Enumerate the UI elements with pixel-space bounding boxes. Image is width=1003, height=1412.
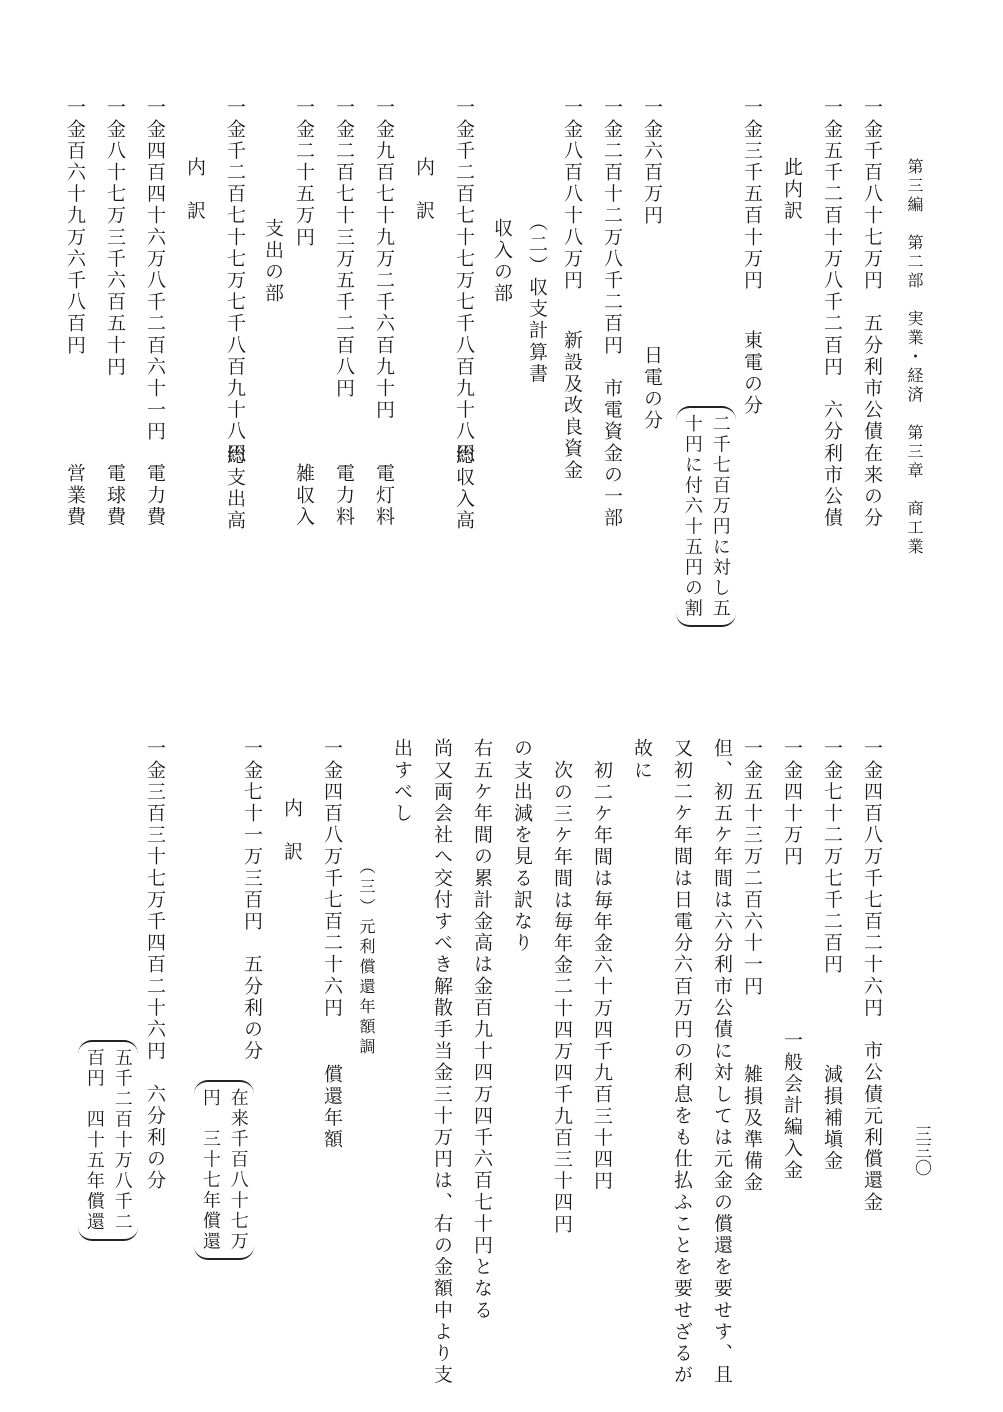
text-line: 但、初五ケ年間は六分利市公債に対しては元金の償還を要せす、且 [711, 738, 733, 1386]
text-line: 一金八百八十八万円 [561, 97, 583, 292]
text-line: 内 訳 [184, 157, 206, 222]
sub-heading: 収入の部 [491, 218, 513, 305]
text-line: 一金七十一万三百円 五分利の分 [241, 738, 263, 1062]
text-line: 一金三百三十七万千四百二十六円 六分利の分 [144, 738, 166, 1192]
text-line: 右五ケ年間の累計金高は金百九十四万四千六百七十円となる [471, 738, 493, 1322]
text-line: 一金五千二百十万八千二百円 六分利市公債 [821, 97, 843, 529]
paren-line: 円 三十七年償還 [199, 1088, 221, 1252]
text-line: 一金百六十九万六千八百円 [64, 97, 86, 357]
text-line: 総収入高 [453, 445, 475, 532]
text-line: 電球費 [104, 463, 126, 528]
text-line: 内 訳 [281, 798, 303, 863]
text-line: 一金九百七十九万二千六百九十円 [373, 97, 395, 421]
text-line: 電灯料 [373, 463, 395, 528]
text-line: 日電の分 [641, 345, 663, 432]
text-line: 東電の分 [741, 330, 763, 417]
text-line: 営業費 [64, 463, 86, 528]
text-line: 故に [631, 738, 653, 782]
text-line: 一金七十二万七千二百円 [821, 738, 843, 976]
text-line: 電力料 [333, 463, 355, 528]
paren-line: 在来千百八十七万 [227, 1088, 249, 1252]
paren-line: 二千七百万円に対し五 [709, 414, 731, 619]
text-line: 新設及改良資金 [561, 330, 583, 482]
text-line: 一金五十三万二百六十一円 [741, 738, 763, 998]
text-line: 一般会計編入金 [781, 1030, 803, 1182]
text-line: 初二ケ年間は毎年金六十万四千九百三十四円 [591, 760, 613, 1192]
text-line: 又初二ケ年間は日電分六百万円の利息をも仕払ふことを要せざるが [671, 738, 693, 1386]
paren-line: 百円 四十五年償還 [83, 1048, 105, 1233]
sub-heading: 支出の部 [262, 218, 284, 305]
text-line: 内 訳 [413, 157, 435, 222]
text-line: 一金四百四十六万八千二百六十一円 [144, 97, 166, 443]
text-line: 総支出高 [224, 445, 246, 532]
section-heading: （二）収支計算書 [526, 212, 548, 385]
text-line: 一金八十七万三千六百五十円 [104, 97, 126, 378]
text-line: 一金四百八万千七百二十六円 市公債元利償還金 [861, 738, 883, 1214]
text-line: 一金二百七十三万五千二百八円 [333, 97, 355, 400]
text-line: 次の三ケ年間は毎年金二十四万四千九百三十四円 [551, 760, 573, 1236]
running-header: 第三編 第二部 実業・経済 第三章 商工業 [905, 158, 924, 557]
text-line: 此内訳 [781, 157, 803, 222]
text-line: 償還年額 [321, 1064, 343, 1151]
text-line: 出すべし [391, 738, 413, 825]
text-line: 電力費 [144, 463, 166, 528]
page-number: 三三〇 [911, 1125, 931, 1176]
text-line: 減損補塡金 [821, 1064, 843, 1172]
paren-line: 十円に付六十五円の割 [681, 414, 703, 619]
parenthetical-note [78, 1040, 138, 1241]
text-line: 一金六百万円 [641, 97, 663, 227]
parenthetical-note [676, 406, 736, 627]
section-heading: （三）元利償還年額調 [357, 858, 376, 1058]
text-line: 雑収入 [293, 463, 315, 528]
text-line: の支出減を見る訳なり [511, 738, 533, 954]
text-line: 一金三千五百十万円 [741, 97, 763, 292]
text-line: 一金千百八十七万円 五分利市公債在来の分 [861, 97, 883, 529]
text-line: 一金千二百七十七万七千八百九十八円 [224, 97, 246, 465]
text-line: 一金二十五万円 [293, 97, 315, 249]
text-line: 一金二百十二万八千二百円 市電資金の一部 [601, 97, 623, 529]
text-line: 雑損及準備金 [741, 1064, 763, 1194]
text-line: 一金四十万円 [781, 738, 803, 868]
text-line: 一金千二百七十七万七千八百九十八円 [453, 97, 475, 465]
parenthetical-note [194, 1080, 254, 1260]
text-line: 一金四百八万千七百二十六円 [321, 738, 343, 1019]
paren-line: 五千二百十万八千二 [111, 1048, 133, 1233]
text-line: 尚又両会社へ交付すべき解散手当金三十万円は、右の金額中より支 [431, 738, 453, 1386]
